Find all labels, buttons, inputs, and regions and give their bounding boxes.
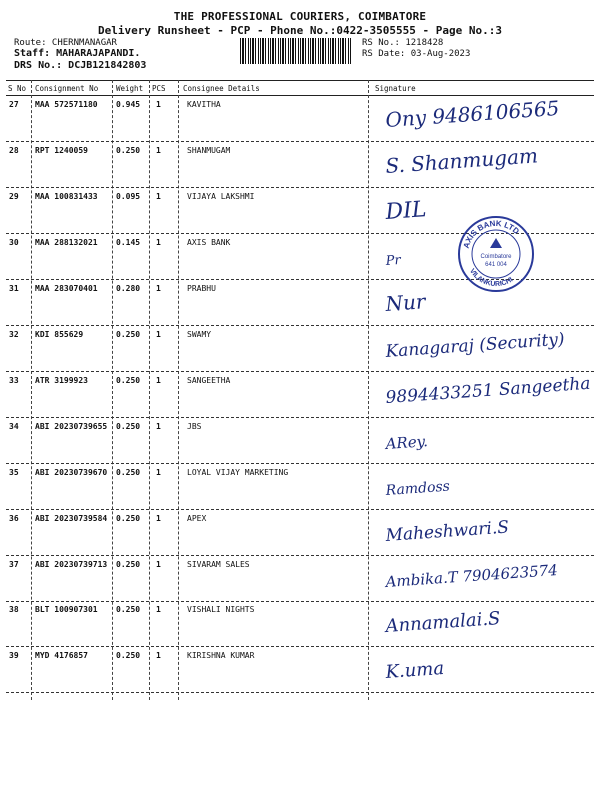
row-signature [372, 511, 592, 557]
row-consignee: APEX [187, 514, 207, 523]
row-consignee: SIVARAM SALES [187, 560, 250, 569]
row-separator [6, 325, 594, 326]
bank-logo-icon [490, 238, 502, 248]
column-divider [31, 80, 32, 700]
signature-text: Kanagaraj (Security) [384, 329, 566, 362]
row-separator [6, 141, 594, 142]
row-pcs: 1 [156, 238, 161, 247]
row-consignee: PRABHU [187, 284, 216, 293]
row-pcs: 1 [156, 605, 161, 614]
row-signature [372, 465, 592, 511]
row-separator [6, 417, 594, 418]
row-sno: 29 [9, 192, 19, 201]
document-title: THE PROFESSIONAL COURIERS, COIMBATORE [173, 10, 427, 23]
row-sno: 33 [9, 376, 19, 385]
row-signature [372, 327, 592, 373]
route-label: Route: CHERNMANAGAR [14, 38, 117, 48]
row-sno: 34 [9, 422, 19, 431]
row-pcs: 1 [156, 192, 161, 201]
column-header-signature: Signature [375, 84, 416, 93]
row-sno: 27 [9, 100, 19, 109]
column-divider [112, 80, 113, 700]
row-consignee: SANGEETHA [187, 376, 231, 385]
row-weight: 0.250 [116, 422, 141, 431]
row-signature [372, 373, 592, 419]
row-pcs: 1 [156, 146, 161, 155]
column-divider [368, 80, 369, 700]
table-header-rule [6, 95, 594, 96]
stamp-top-text: AXIS BANK LTD [461, 218, 521, 250]
column-header-weight: Weight [116, 84, 144, 93]
barcode [240, 38, 352, 64]
signature-text: Annamalai.S [384, 608, 502, 637]
row-separator [6, 187, 594, 188]
row-pcs: 1 [156, 651, 161, 660]
row-consignee: SWAMY [187, 330, 212, 339]
row-separator [6, 555, 594, 556]
svg-text:AXIS BANK LTD [462, 219, 521, 249]
row-pcs: 1 [156, 376, 161, 385]
row-consignee: KAVITHA [187, 100, 221, 109]
row-pcs: 1 [156, 514, 161, 523]
rs-number: RS No.: 1218428 [362, 38, 444, 48]
row-sno: 35 [9, 468, 19, 477]
drs-number: DRS No.: DCJB121842803 [14, 60, 147, 71]
signature-text: Pr [385, 252, 402, 269]
row-sno: 28 [9, 146, 19, 155]
signature-text: S. Shanmugam [384, 143, 539, 178]
row-consignment-no: MAA 283070401 [35, 284, 98, 293]
row-consignment-no: ABI 20230739670 [35, 468, 108, 477]
row-signature [372, 97, 592, 143]
signature-text: Nur [384, 289, 427, 316]
signature-text: Ambika.T 7904623574 [385, 561, 559, 591]
row-pcs: 1 [156, 422, 161, 431]
row-signature [372, 602, 592, 648]
row-sno: 31 [9, 284, 19, 293]
row-consignee: JBS [187, 422, 202, 431]
row-sno: 38 [9, 605, 19, 614]
row-weight: 0.145 [116, 238, 141, 247]
row-pcs: 1 [156, 100, 161, 109]
row-sno: 32 [9, 330, 19, 339]
row-consignment-no: ATR 3199923 [35, 376, 88, 385]
signature-text: Maheshwari.S [384, 517, 510, 546]
row-consignment-no: RPT 1240059 [35, 146, 88, 155]
row-consignment-no: ABI 20230739584 [35, 514, 108, 523]
row-consignment-no: KDI 855629 [35, 330, 84, 339]
row-consignee: VIJAYA LAKSHMI [187, 192, 255, 201]
row-consignee: AXIS BANK [187, 238, 231, 247]
row-consignment-no: ABI 20230739655 [35, 422, 108, 431]
row-weight: 0.945 [116, 100, 141, 109]
row-weight: 0.250 [116, 514, 141, 523]
row-separator [6, 646, 594, 647]
row-sno: 37 [9, 560, 19, 569]
row-weight: 0.250 [116, 330, 141, 339]
row-consignee: LOYAL VIJAY MARKETING [187, 468, 289, 477]
row-pcs: 1 [156, 284, 161, 293]
column-header-consignment: Consignment No [35, 84, 99, 93]
column-divider [178, 80, 179, 700]
row-signature [372, 557, 592, 603]
rs-date: RS Date: 03-Aug-2023 [362, 49, 471, 59]
signature-text: 9894433251 Sangeetha [384, 373, 592, 408]
row-signature [372, 143, 592, 189]
row-weight: 0.250 [116, 376, 141, 385]
row-consignment-no: MYD 4176857 [35, 651, 88, 660]
signature-text: Ramdoss [385, 478, 451, 499]
row-weight: 0.250 [116, 468, 141, 477]
column-divider [149, 80, 150, 700]
row-pcs: 1 [156, 560, 161, 569]
stamp-middle-text: Coimbatore [480, 254, 512, 260]
table-top-rule [6, 80, 594, 81]
row-consignment-no: BLT 100907301 [35, 605, 98, 614]
column-header-sno: S No [8, 84, 27, 93]
row-consignment-no: MAA 572571180 [35, 100, 98, 109]
row-sno: 39 [9, 651, 19, 660]
row-consignee: VISHALI NIGHTS [187, 605, 255, 614]
column-header-consignee: Consignee Details [183, 84, 260, 93]
staff-label: Staff: MAHARAJAPANDI. [14, 48, 141, 59]
stamp-code-text: 641 004 [485, 262, 507, 268]
row-weight: 0.250 [116, 605, 141, 614]
row-weight: 0.280 [116, 284, 141, 293]
row-separator [6, 371, 594, 372]
signature-text: Ony 9486106565 [384, 95, 561, 132]
document-subtitle: Delivery Runsheet - PCP - Phone No.:0422-3505555 - Page No.:3 [98, 24, 502, 37]
row-consignee: KIRISHNA KUMAR [187, 651, 255, 660]
row-sno: 30 [9, 238, 19, 247]
row-consignment-no: MAA 100831433 [35, 192, 98, 201]
row-separator [6, 463, 594, 464]
row-weight: 0.250 [116, 146, 141, 155]
row-consignment-no: MAA 288132021 [35, 238, 98, 247]
row-consignment-no: ABI 20230739713 [35, 560, 108, 569]
signature-text: K.uma [384, 657, 445, 683]
row-weight: 0.250 [116, 560, 141, 569]
stamp-bottom-text: VILANKURICHI [467, 267, 515, 289]
row-separator [6, 509, 594, 510]
row-weight: 0.250 [116, 651, 141, 660]
signature-text: ARey. [385, 432, 429, 453]
row-signature [372, 648, 592, 694]
column-header-pcs: PCS [152, 84, 166, 93]
bank-stamp [456, 214, 536, 294]
signature-text: DIL [384, 197, 428, 225]
row-separator [6, 692, 594, 693]
row-signature [372, 419, 592, 465]
row-weight: 0.095 [116, 192, 141, 201]
row-consignee: SHANMUGAM [187, 146, 231, 155]
row-pcs: 1 [156, 468, 161, 477]
row-pcs: 1 [156, 330, 161, 339]
row-sno: 36 [9, 514, 19, 523]
